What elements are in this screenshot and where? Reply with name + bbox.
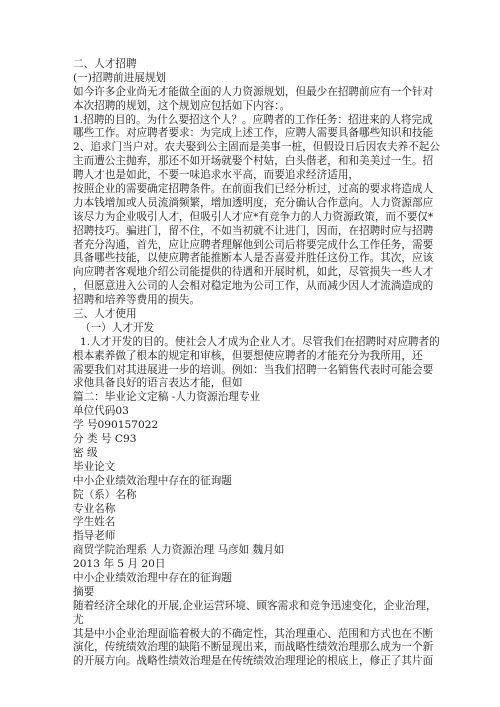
thesis-date: 2013 年 5 月 20日	[73, 558, 166, 571]
text-line: ，但愿意进入公司的人会相对稳定地为公司工作，从而减少因人才流淌造成的	[73, 280, 434, 293]
thesis-title-repeat: 中小企业绩效治理中存在的征询题	[73, 571, 232, 584]
section-heading-talent-recruitment: 二、人才招聘	[73, 58, 137, 70]
text-line: 向应聘者客观地介绍公司能提供的待遇和开展时机，如此，尽管损失一些人才	[73, 266, 434, 279]
text-line: 哪些工作。对应聘者要求：为完成上述工作，应聘人需要具备哪些知识和技能	[73, 127, 434, 140]
abstract-heading: 摘要	[73, 585, 95, 598]
part-heading: 篇二：毕业论文定稿 -人力资源治理专业	[73, 391, 261, 404]
student-name-label: 学生姓名	[73, 516, 116, 529]
thesis-label: 毕业论文	[73, 460, 116, 473]
thesis-info-line: 商贸学院治理系 人力资源治理 马彦如 魏月如	[73, 544, 285, 557]
text-line: 该尽力为企业吸引人才，但吸引人才应*有竞争力的人力资源政策，而不要仅*	[73, 210, 434, 223]
major-label: 专业名称	[73, 502, 116, 515]
text-line: 者充分沟通，首先，应让应聘者理解他到公司后将要完成什么工作任务，需要	[73, 238, 434, 251]
text-line: 力本钱增加或人员流淌频繁，增加透明度，充分确认合作意向。人力资源部应	[73, 196, 434, 209]
text-line: 本次招聘的规划，这个规划应包括如下内容：。	[73, 99, 291, 112]
text-line: 演化，传统绩效治理的缺陷不断显现出来，而战略性绩效治理那么成为一个新	[73, 641, 434, 654]
text-line: 按照企业的需要确定招聘条件。在前面我们已经分析过，过高的要求将造成人	[73, 183, 434, 196]
text-line: 招聘和培养等费用的损失。	[73, 294, 201, 307]
section-heading-talent-use: 三、人才使用	[73, 308, 137, 321]
student-number: 学 号090157022	[73, 419, 159, 432]
text-line: 其是中小企业治理面临着极大的不确定性，其治理重心、范围和方式也在不断	[73, 627, 434, 640]
text-line: 如今许多企业尚无才能做全面的人力资源规划，但最少在招聘前应有一个针对	[73, 85, 434, 98]
subsection-heading: （一）人才开发	[80, 321, 155, 334]
department-label: 院（系）名称	[73, 488, 137, 501]
unit-code: 单位代码03	[73, 405, 129, 418]
text-line: 招聘技巧。骗进门，留不住，不如当初就不让进门，因而，在招聘时应与招聘	[73, 224, 434, 237]
text-line: 1.人才开发的目的。使社会人才成为企业人才。尽管我们在招聘时对应聘者的	[80, 335, 440, 348]
text-line: 1.招聘的目的。为什么要招这个人？。应聘者的工作任务：招进来的人将完成	[73, 113, 433, 126]
text-line: 根本素养做了根本的规定和审核，但要想使应聘者的才能充分为我所用，还	[73, 349, 423, 362]
text-line: 随着经济全球化的开展,企业运营环境、顾客需求和竞争迅速变化，企业治理，	[73, 599, 437, 612]
text-line: 尤	[73, 613, 84, 626]
text-line: 需要我们对其进展进一步的培训。例如：当我们招聘一名销售代表时可能会要	[73, 363, 434, 376]
advisor-label: 指导老师	[73, 530, 116, 543]
thesis-title: 中小企业绩效治理中存在的征询题	[73, 474, 232, 487]
text-line: 主而遭公主抛弃，那还不如开场就娶个村姑，白头偕老，和和美美过一生。招	[73, 155, 434, 168]
subsection-heading: (一)招聘前进展规划	[73, 71, 167, 84]
text-line: 聘人才也是如此，不要一味追求水平高，而要追求经济适用，	[73, 169, 360, 182]
document-body	[73, 58, 440, 669]
text-line: 求他具备良好的语言表达才能，但如	[73, 377, 243, 390]
text-line: 具备哪些技能，以使应聘者能推断本人是否喜爱并胜任这份工作。其次，应该	[73, 252, 434, 265]
classification-number: 分 类 号 C93	[73, 433, 137, 446]
text-line: 2、追求门当户对。农夫娶到公主固而是美事一桩，但假设日后因农夫养不起公	[73, 141, 440, 154]
text-line: 的开展方向。战略性绩效治理是在传统绩效治理理论的根底上，修正了其片面	[73, 655, 434, 668]
secrecy-level: 密 级	[73, 446, 98, 459]
